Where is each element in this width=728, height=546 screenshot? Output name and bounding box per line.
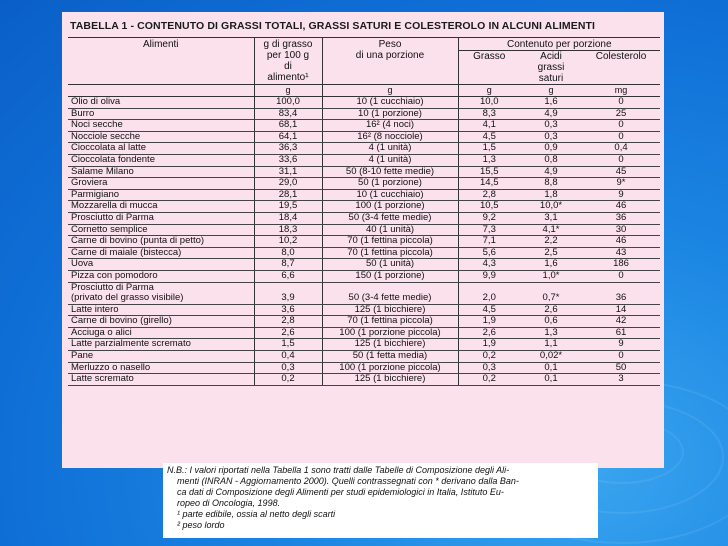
colesterolo-cell: 9: [582, 189, 660, 201]
food-cell: Mozzarella di mucca: [68, 201, 254, 213]
grasso-100g-cell: 83,4: [254, 108, 322, 120]
peso-cell: 100 (1 porzione piccola): [322, 327, 458, 339]
saturi-cell: 0,3: [520, 120, 582, 132]
peso-cell: 50 (1 porzione): [322, 178, 458, 190]
peso-cell: 70 (1 fettina piccola): [322, 316, 458, 328]
peso-cell: 50 (8-10 fette medie): [322, 166, 458, 178]
grasso-cell: 4,1: [458, 120, 520, 132]
grasso-100g-cell: 36,3: [254, 143, 322, 155]
peso-cell: 50 (1 unità): [322, 259, 458, 271]
saturi-cell: 1,0*: [520, 270, 582, 282]
saturi-cell: 2,5: [520, 247, 582, 259]
colesterolo-cell: 0: [582, 131, 660, 143]
grasso-100g-cell: 0,2: [254, 374, 322, 386]
grasso-100g-cell: 3,6: [254, 304, 322, 316]
colesterolo-cell: 42: [582, 316, 660, 328]
note-nb-line2: menti (INRAN - Aggiornamento 2000). Quelli contrassegnati con * derivano dalla Ban-: [177, 476, 519, 486]
grasso-cell: 2,6: [458, 327, 520, 339]
colesterolo-cell: 45: [582, 166, 660, 178]
saturi-cell: 0,6: [520, 316, 582, 328]
header-acidi-saturi: Acidi grassi saturi: [537, 51, 565, 84]
food-cell: Latte intero: [68, 304, 254, 316]
food-cell: Carne di bovino (punta di petto): [68, 236, 254, 248]
food-cell: Latte scremato: [68, 374, 254, 386]
colesterolo-cell: 14: [582, 304, 660, 316]
header-grasso: Grasso: [458, 51, 520, 85]
saturi-cell: 0,9: [520, 143, 582, 155]
grasso-100g-cell: 2,8: [254, 316, 322, 328]
nutrition-table: [68, 37, 660, 386]
table-row: [68, 259, 660, 271]
peso-cell: 16² (8 nocciole): [322, 131, 458, 143]
food-cell: Cioccolata al latte: [68, 143, 254, 155]
food-cell: Carne di maiale (bistecca): [68, 247, 254, 259]
table-row: [68, 212, 660, 224]
colesterolo-cell: 43: [582, 247, 660, 259]
header-grasso-100g: g di grasso per 100 g di alimento¹: [254, 38, 322, 85]
colesterolo-cell: 46: [582, 201, 660, 213]
colesterolo-cell: 3: [582, 374, 660, 386]
food-cell: Prosciutto di Parma (privato del grasso visibile): [68, 282, 254, 304]
header-contenuto: Contenuto per porzione: [458, 38, 660, 51]
note-nb: N.B.: I valori riportati nella Tabella 1 sono tratti dalle Tabelle di Composizione degli Ali-: [167, 465, 510, 475]
colesterolo-cell: 0: [582, 270, 660, 282]
colesterolo-cell: 9: [582, 339, 660, 351]
table-row: [68, 282, 660, 304]
food-cell: Noci secche: [68, 120, 254, 132]
peso-cell: 70 (1 fettina piccola): [322, 236, 458, 248]
grasso-100g-cell: 68,1: [254, 120, 322, 132]
unit-cell: g: [520, 85, 582, 97]
table-row: [68, 154, 660, 166]
table-title: TABELLA 1 - CONTENUTO DI GRASSI TOTALI, GRASSI SATURI E COLESTEROLO IN ALCUNI ALIMENTI: [70, 20, 596, 32]
grasso-100g-cell: 18,4: [254, 212, 322, 224]
saturi-cell: 1,6: [520, 259, 582, 271]
peso-cell: 10 (1 porzione): [322, 108, 458, 120]
grasso-100g-cell: 31,1: [254, 166, 322, 178]
grasso-100g-cell: 2,6: [254, 327, 322, 339]
notes-box: [163, 463, 598, 538]
food-cell: Uova: [68, 259, 254, 271]
note-footnote-2: ² peso lordo: [177, 520, 225, 530]
peso-cell: 10 (1 cucchiaio): [322, 189, 458, 201]
colesterolo-cell: 36: [582, 212, 660, 224]
grasso-cell: 10,5: [458, 201, 520, 213]
table-row: [68, 143, 660, 155]
colesterolo-cell: 0: [582, 97, 660, 109]
grasso-100g-cell: 1,5: [254, 339, 322, 351]
peso-cell: 125 (1 bicchiere): [322, 304, 458, 316]
saturi-cell: 1,8: [520, 189, 582, 201]
table-row: [68, 304, 660, 316]
peso-cell: 125 (1 bicchiere): [322, 339, 458, 351]
grasso-100g-cell: 28,1: [254, 189, 322, 201]
table-row: [68, 131, 660, 143]
saturi-cell: 1,6: [520, 97, 582, 109]
grasso-100g-cell: 33,6: [254, 154, 322, 166]
peso-cell: 50 (3-4 fette medie): [322, 212, 458, 224]
grasso-cell: 4,5: [458, 131, 520, 143]
food-cell: Salame Milano: [68, 166, 254, 178]
grasso-cell: 8,3: [458, 108, 520, 120]
colesterolo-cell: 61: [582, 327, 660, 339]
grasso-100g-cell: 8,0: [254, 247, 322, 259]
food-cell: Cioccolata fondente: [68, 154, 254, 166]
grasso-cell: 15,5: [458, 166, 520, 178]
grasso-100g-cell: 18,3: [254, 224, 322, 236]
colesterolo-cell: 50: [582, 362, 660, 374]
table-row: [68, 201, 660, 213]
table-row: [68, 189, 660, 201]
note-nb-line3: ca dati di Composizione degli Alimenti per studi epidemiologici in Italia, Istituto Eu-: [177, 487, 504, 497]
grasso-100g-cell: 8,7: [254, 259, 322, 271]
peso-cell: 100 (1 porzione piccola): [322, 362, 458, 374]
food-cell: Merluzzo o nasello: [68, 362, 254, 374]
unit-cell: mg: [582, 85, 660, 97]
food-cell: Olio di oliva: [68, 97, 254, 109]
table-row: [68, 270, 660, 282]
saturi-cell: 0,7*: [520, 282, 582, 304]
table-row: [68, 362, 660, 374]
peso-cell: 150 (1 porzione): [322, 270, 458, 282]
grasso-cell: 1,9: [458, 339, 520, 351]
colesterolo-cell: 36: [582, 282, 660, 304]
grasso-100g-cell: 29,0: [254, 178, 322, 190]
peso-cell: 70 (1 fettina piccola): [322, 247, 458, 259]
table-row: [68, 224, 660, 236]
saturi-cell: 4,9: [520, 108, 582, 120]
food-cell: Cornetto semplice: [68, 224, 254, 236]
note-footnote-1: ¹ parte edibile, ossia al netto degli scarti: [177, 509, 336, 519]
note-nb-line4: ropeo di Oncologia, 1998.: [177, 498, 281, 508]
food-cell: Burro: [68, 108, 254, 120]
grasso-cell: 0,2: [458, 351, 520, 363]
table-row: [68, 236, 660, 248]
unit-cell: g: [322, 85, 458, 97]
food-cell: Carne di bovino (girello): [68, 316, 254, 328]
saturi-cell: 0,8: [520, 154, 582, 166]
saturi-cell: 0,1: [520, 362, 582, 374]
peso-cell: 40 (1 unità): [322, 224, 458, 236]
colesterolo-cell: 30: [582, 224, 660, 236]
saturi-cell: 4,1*: [520, 224, 582, 236]
grasso-100g-cell: 3,9: [254, 282, 322, 304]
header-peso: Peso di una porzione: [322, 38, 458, 85]
table-row: [68, 120, 660, 132]
saturi-cell: 2,6: [520, 304, 582, 316]
peso-cell: 4 (1 unità): [322, 143, 458, 155]
grasso-100g-cell: 19,5: [254, 201, 322, 213]
saturi-cell: 0,3: [520, 131, 582, 143]
grasso-cell: 10,0: [458, 97, 520, 109]
saturi-cell: 0,02*: [520, 351, 582, 363]
grasso-cell: 1,9: [458, 316, 520, 328]
food-cell: Pane: [68, 351, 254, 363]
peso-cell: 50 (3-4 fette medie): [322, 282, 458, 304]
peso-cell: 10 (1 cucchiaio): [322, 97, 458, 109]
grasso-100g-cell: 64,1: [254, 131, 322, 143]
food-cell: Nocciole secche: [68, 131, 254, 143]
saturi-cell: 2,2: [520, 236, 582, 248]
food-cell: Acciuga o alici: [68, 327, 254, 339]
grasso-cell: 0,2: [458, 374, 520, 386]
peso-cell: 16² (4 noci): [322, 120, 458, 132]
grasso-100g-cell: 100,0: [254, 97, 322, 109]
grasso-cell: 4,3: [458, 259, 520, 271]
grasso-100g-cell: 0,3: [254, 362, 322, 374]
header-colesterolo: Colesterolo: [595, 51, 647, 62]
grasso-cell: 9,2: [458, 212, 520, 224]
peso-cell: 100 (1 porzione): [322, 201, 458, 213]
grasso-100g-cell: 10,2: [254, 236, 322, 248]
header-alimenti: Alimenti: [68, 38, 254, 85]
table-sheet: [62, 12, 664, 468]
table-row: [68, 166, 660, 178]
table-row: [68, 97, 660, 109]
table-row: [68, 374, 660, 386]
table-row: [68, 327, 660, 339]
saturi-cell: 1,1: [520, 339, 582, 351]
saturi-cell: 4,9: [520, 166, 582, 178]
food-cell: Groviera: [68, 178, 254, 190]
grasso-cell: 7,1: [458, 236, 520, 248]
grasso-cell: 4,5: [458, 304, 520, 316]
grasso-cell: 2,8: [458, 189, 520, 201]
colesterolo-cell: 0: [582, 351, 660, 363]
food-cell: Prosciutto di Parma: [68, 212, 254, 224]
table-row: [68, 178, 660, 190]
colesterolo-cell: 0: [582, 154, 660, 166]
grasso-cell: 2,0: [458, 282, 520, 304]
grasso-cell: 5,6: [458, 247, 520, 259]
saturi-cell: 0,1: [520, 374, 582, 386]
grasso-cell: 9,9: [458, 270, 520, 282]
colesterolo-cell: 25: [582, 108, 660, 120]
peso-cell: 125 (1 bicchiere): [322, 374, 458, 386]
saturi-cell: 3,1: [520, 212, 582, 224]
table-row: [68, 339, 660, 351]
table-row: [68, 108, 660, 120]
table-row: [68, 247, 660, 259]
colesterolo-cell: 9*: [582, 178, 660, 190]
grasso-cell: 1,3: [458, 154, 520, 166]
grasso-cell: 14,5: [458, 178, 520, 190]
colesterolo-cell: 0,4: [582, 143, 660, 155]
colesterolo-cell: 186: [582, 259, 660, 271]
unit-cell: [68, 85, 254, 97]
saturi-cell: 10,0*: [520, 201, 582, 213]
unit-cell: g: [254, 85, 322, 97]
grasso-cell: 7,3: [458, 224, 520, 236]
unit-cell: g: [458, 85, 520, 97]
table-row: [68, 351, 660, 363]
food-cell: Pizza con pomodoro: [68, 270, 254, 282]
food-cell: Latte parzialmente scremato: [68, 339, 254, 351]
table-row: [68, 316, 660, 328]
colesterolo-cell: 46: [582, 236, 660, 248]
grasso-cell: 1,5: [458, 143, 520, 155]
food-cell: Parmigiano: [68, 189, 254, 201]
peso-cell: 4 (1 unità): [322, 154, 458, 166]
saturi-cell: 1,3: [520, 327, 582, 339]
peso-cell: 50 (1 fetta media): [322, 351, 458, 363]
saturi-cell: 8,8: [520, 178, 582, 190]
grasso-cell: 0,3: [458, 362, 520, 374]
grasso-100g-cell: 6,6: [254, 270, 322, 282]
grasso-100g-cell: 0,4: [254, 351, 322, 363]
colesterolo-cell: 0: [582, 120, 660, 132]
